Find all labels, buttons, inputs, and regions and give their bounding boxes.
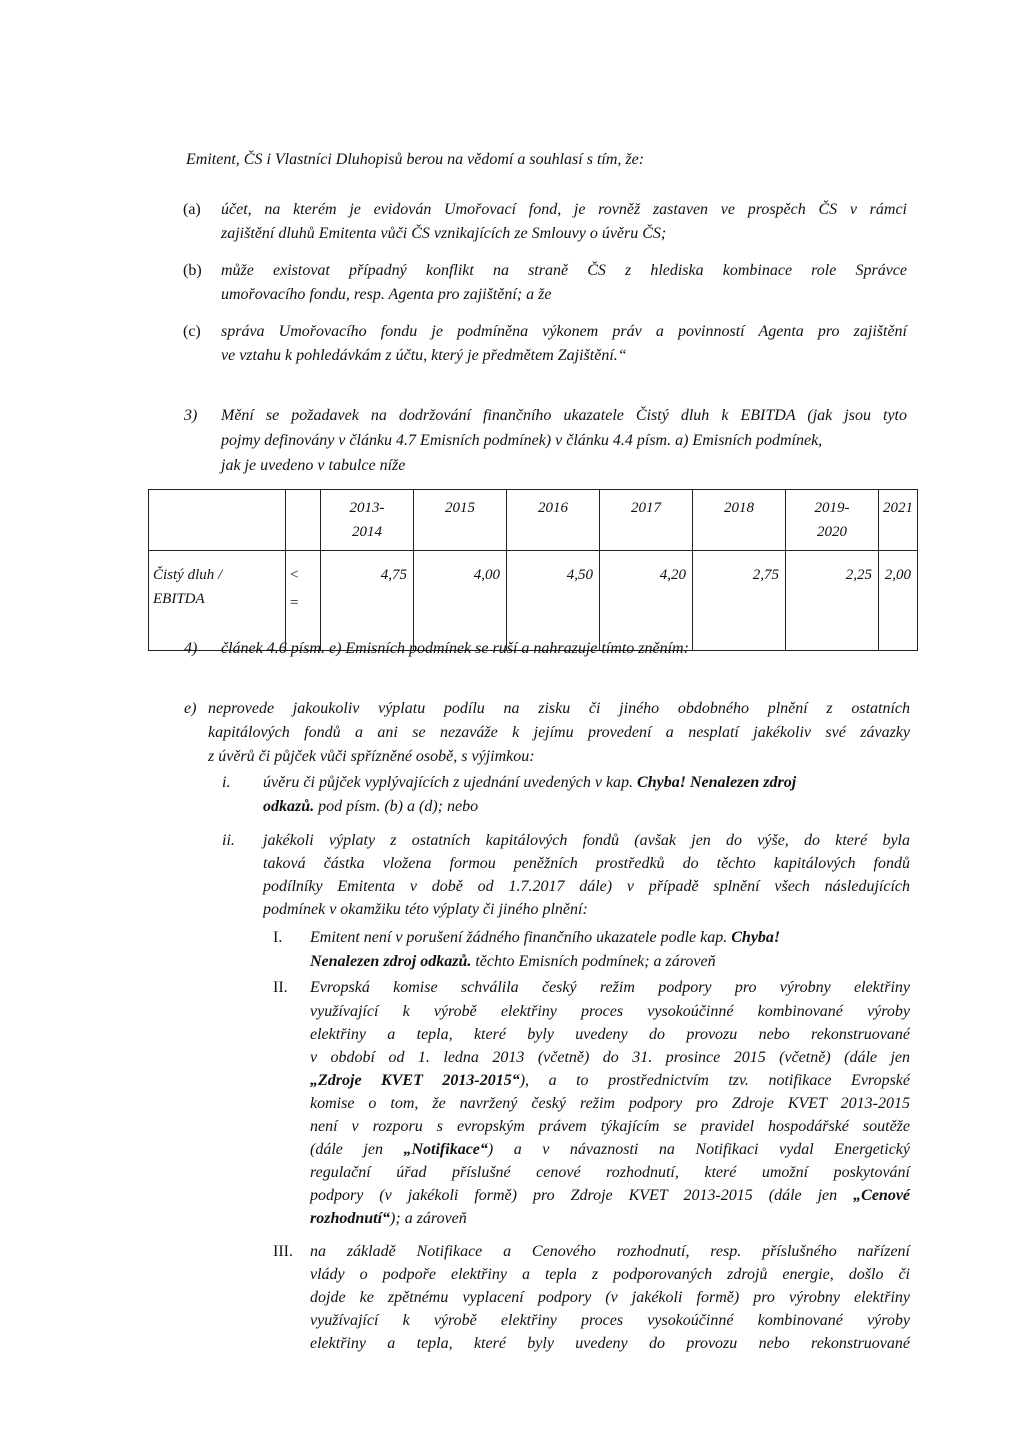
upper-III-line-2: vlády o podpoře elektřiny a tepla z podporovaných zdrojů energie, došlo či [310, 1266, 910, 1283]
row-label-cell [149, 551, 286, 651]
upper-I-text: Emitent není v porušení žádného finančního ukazatele podle kap. [310, 929, 728, 946]
point-3-line-1: Mění se požadavek na dodržování finančního ukazatele Čistý dluh k EBITDA (jak jsou tyto [221, 407, 907, 424]
operator-cell [286, 551, 321, 651]
upper-II-line-2: využívající k výrobě elektřiny proces vysokoúčinné kombinované výroby [310, 1003, 910, 1020]
upper-I-text: těchto Emisních podmínek; a zároveň [475, 953, 716, 970]
header-label: 2020 [817, 524, 847, 540]
upper-III-line-3: dojde ke zpětnému vyplacení podpory (v jakékoli formě) pro výrobny elektřiny [310, 1289, 910, 1306]
header-label: 2014 [352, 524, 382, 540]
item-e-line-1: neprovede jakoukoliv výplatu podílu na zisku či jiného obdobného plnění z ostatních [208, 700, 910, 717]
item-e-line-2: kapitálových fondů a ani se nezaváže k jejímu provedení a nesplatí jakékoliv své závazky [208, 724, 910, 741]
roman-i-text: úvěru či půjček vyplývajících z ujednání uvedených v kap. [263, 774, 634, 791]
upper-I-marker: I. [273, 929, 283, 946]
table-header-row [149, 490, 918, 551]
roman-i-line-1 [263, 771, 796, 795]
header-label: 2018 [724, 500, 754, 516]
header-label: 2015 [445, 500, 475, 516]
roman-ii-line-1: jakékoli výplaty z ostatních kapitálových fondů (avšak jen do výše, do které byla [263, 832, 910, 849]
item-b-marker: (b) [183, 262, 202, 279]
value-cell: 4,00 [414, 551, 507, 651]
value-cell: 2,25 [786, 551, 879, 651]
upper-III-line-1: na základě Notifikace a Cenového rozhodnutí, resp. příslušného nařízení [310, 1243, 910, 1260]
upper-I-line-2 [310, 950, 716, 974]
point-4-text: článek 4.6 písm. e) Emisních podmínek se ruší a nahrazuje tímto zněním: [221, 640, 689, 657]
header-cell-2017 [600, 490, 693, 551]
upper-II-text: ); a zároveň [390, 1210, 467, 1227]
upper-II-line-10 [310, 1184, 910, 1208]
roman-ii-line-4: podmínek v okamžiku této výplaty či jiného plnění: [263, 901, 588, 918]
header-label: 2021 [883, 500, 913, 516]
upper-II-marker: II. [273, 979, 288, 996]
header-cell-2021 [879, 490, 918, 551]
defined-term: „Notifikace“ [403, 1141, 488, 1158]
upper-II-line-9: regulační úřad příslušné cenové rozhodnutí, které umožní poskytování [310, 1164, 910, 1181]
roman-ii-line-3: podílníky Emitenta v době od 1.7.2017 dále) v případě splnění všech následujících [263, 878, 910, 895]
upper-II-line-7: není v rozporu s evropským právem týkajícím se pravidel hospodářské soutěže [310, 1118, 910, 1135]
upper-II-text: (dále jen [310, 1141, 383, 1158]
item-c-line-1: správa Umořovacího fondu je podmíněna výkonem práv a povinností Agenta pro zajištění [221, 323, 907, 340]
item-c-marker: (c) [183, 323, 201, 340]
item-a-line-1: účet, na kterém je evidován Umořovací fond, je rovněž zastaven ve prospěch ČS v rámci [221, 201, 907, 218]
header-cell-operator [286, 490, 321, 551]
upper-III-marker: III. [273, 1243, 293, 1260]
item-e-marker: e) [184, 700, 197, 717]
error-ref: Chyba! Nenalezen zdroj [637, 774, 797, 791]
header-cell-2018 [693, 490, 786, 551]
point-4-marker: 4) [184, 640, 198, 657]
upper-II-line-1: Evropská komise schválila český režim podpory pro výrobny elektřiny [310, 979, 910, 996]
header-cell-empty [149, 490, 286, 551]
point-3-marker: 3) [184, 407, 198, 424]
upper-III-line-4: využívající k výrobě elektřiny proces vysokoúčinné kombinované výroby [310, 1312, 910, 1329]
roman-i-text: pod písm. (b) a (d); nebo [318, 798, 479, 815]
row-label: EBITDA [153, 591, 205, 607]
intro-text: Emitent, ČS i Vlastníci Dluhopisů berou na vědomí a souhlasí s tím, že: [186, 151, 645, 168]
roman-ii-line-2: taková částka vložena formou peněžních prostředků do těchto kapitálových fondů [263, 855, 910, 872]
defined-term: rozhodnutí“ [310, 1210, 391, 1227]
upper-II-line-11 [310, 1207, 467, 1231]
upper-I-line-1 [310, 926, 780, 950]
point-3-line-3: jak je uvedeno v tabulce níže [221, 457, 406, 474]
defined-term: „Cenové [853, 1187, 911, 1204]
upper-II-line-5 [310, 1069, 910, 1093]
roman-i-line-2 [263, 795, 478, 819]
upper-II-line-3: elektřiny a tepla, které byly uvedeny do provozu nebo rekonstruované [310, 1026, 910, 1043]
header-cell-2019-2020 [786, 490, 879, 551]
operator-lt: < [290, 567, 299, 583]
value-cell: 4,20 [600, 551, 693, 651]
value-cell: 2,00 [879, 551, 918, 651]
upper-II-line-8 [310, 1138, 910, 1162]
upper-III-line-5: elektřiny a tepla, které byly uvedeny do provozu nebo rekonstruované [310, 1335, 910, 1352]
value-cell: 2,75 [693, 551, 786, 651]
item-a-line-2: zajištění dluhů Emitenta vůči ČS vznikajících ze Smlouvy o úvěru ČS; [221, 225, 667, 242]
roman-i-marker: i. [222, 774, 231, 791]
upper-II-line-4: v období od 1. ledna 2013 (včetně) do 31. prosince 2015 (včetně) (dále jen [310, 1049, 910, 1066]
header-label: 2019- [814, 500, 850, 516]
header-cell-2015 [414, 490, 507, 551]
defined-term: „Zdroje KVET 2013-2015“ [310, 1072, 520, 1089]
upper-II-text: ) a v návaznosti na Notifikaci vydal Energetický [487, 1141, 911, 1158]
table-row [149, 551, 918, 651]
item-b-line-1: může existovat případný konflikt na straně ČS z hlediska kombinace role Správce [221, 262, 907, 279]
roman-ii-marker: ii. [222, 832, 235, 849]
item-b-line-2: umořovacího fondu, resp. Agenta pro zajištění; a že [221, 286, 552, 303]
error-ref: Nenalezen zdroj odkazů. [310, 953, 472, 970]
item-e-line-3: z úvěrů či půjček vůči spřízněné osobě, s výjimkou: [208, 748, 535, 765]
header-cell-2016 [507, 490, 600, 551]
error-ref: odkazů. [263, 798, 315, 815]
upper-II-text: ), a to prostřednictvím tzv. notifikace Evropské [519, 1072, 910, 1089]
header-label: 2017 [631, 500, 661, 516]
item-c-line-2: ve vztahu k pohledávkám z účtu, který je předmětem Zajištění.“ [221, 347, 627, 364]
item-a-marker: (a) [183, 201, 201, 218]
upper-II-line-6: komise o tom, že navržený český režim podpory pro Zdroje KVET 2013-2015 [310, 1095, 910, 1112]
header-label: 2016 [538, 500, 568, 516]
upper-II-text: podpory (v jakékoli formě) pro Zdroje KVET 2013-2015 (dále jen [310, 1187, 838, 1204]
row-label: Čistý dluh / [153, 567, 223, 583]
value-cell: 4,50 [507, 551, 600, 651]
operator-eq: = [290, 595, 299, 611]
value-cell: 4,75 [321, 551, 414, 651]
ratio-table [148, 489, 918, 651]
header-cell-2013-2014 [321, 490, 414, 551]
error-ref: Chyba! [731, 929, 781, 946]
header-label: 2013- [349, 500, 385, 516]
point-3-line-2: pojmy definovány v článku 4.7 Emisních podmínek) v článku 4.4 písm. a) Emisních podmínek, [221, 432, 823, 449]
